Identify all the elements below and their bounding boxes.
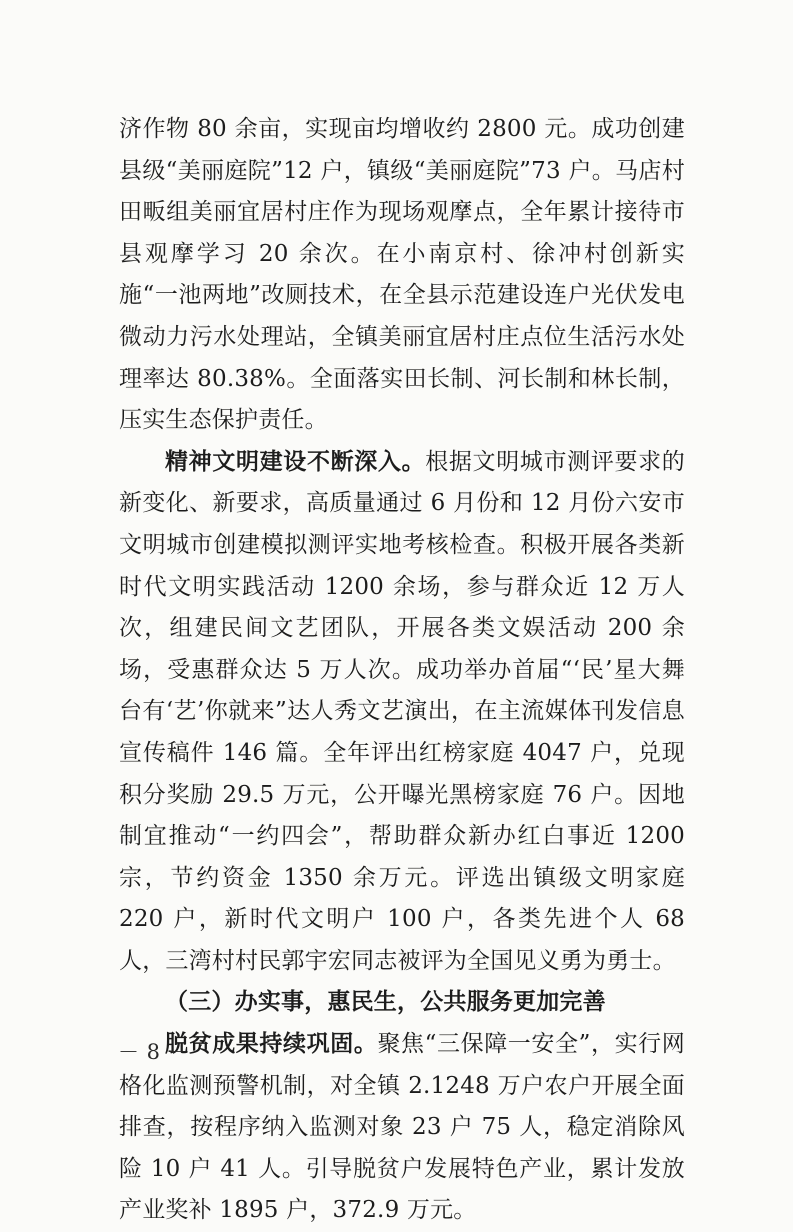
page-number: － 8 － bbox=[118, 1040, 190, 1064]
document-body bbox=[119, 109, 685, 1232]
paragraph-lead: 精神文明建设不断深入。 bbox=[165, 448, 426, 475]
paragraph-spiritual-civilization bbox=[119, 442, 685, 983]
paragraph-environment-continuation bbox=[119, 109, 685, 442]
paragraph-lead: 脱贫成果持续巩固。 bbox=[165, 1031, 378, 1058]
paragraph-poverty-alleviation bbox=[119, 1024, 685, 1232]
paragraph-text: 聚焦“三保障一安全”，实行网格化监测预警机制，对全镇 2.1248 万户农户开展全面排查，按程序纳入监测对象 23 户 75 人，稳定消除风险 10 户 41 人。引导脱贫户发展特色产业，累计发放产业奖补 1895 户，372.9 万元。 bbox=[119, 1031, 685, 1224]
paragraph-text: 济作物 80 余亩，实现亩均增收约 2800 元。成功创建县级“美丽庭院”12 户，镇级“美丽庭院”73 户。马店村田畈组美丽宜居村庄作为现场观摩点，全年累计接待市县观摩学习 20 余次。在小南京村、徐冲村创新实施“一池两地”改厕技术，在全县示范建设连户光伏发电微动力污水处理站，全镇美丽宜居村庄点位生活污水处理率达 80.38%。全面落实田长制、河长制和林长制，压实生态保护责任。 bbox=[119, 116, 685, 434]
paragraph-text: 根据文明城市测评要求的新变化、新要求，高质量通过 6 月份和 12 月份六安市文明城市创建模拟测评实地考核检查。积极开展各类新时代文明实践活动 1200 余场，参与群众近 12 万人次，组建民间文艺团队，开展各类文娱活动 200 余场，受惠群众达 5 万人次。成功举办首届“‘民’星大舞台有‘艺’你就来”达人秀文艺演出，在主流媒体刊发信息宣传稿件 146 篇。全年评出红榜家庭 4047 户，兑现积分奖励 29.5 万元，公开曝光黑榜家庭 76 户。因地制宜推动“一约四会”，帮助群众新办红白事近 1200 宗，节约资金 1350 余万元。评选出镇级文明家庭 220 户，新时代文明户 100 户，各类先进个人 68 人，三湾村村民郭宇宏同志被评为全国见义勇为勇士。 bbox=[119, 448, 686, 974]
section-heading-public-services: （三）办实事，惠民生，公共服务更加完善 bbox=[165, 989, 606, 1016]
